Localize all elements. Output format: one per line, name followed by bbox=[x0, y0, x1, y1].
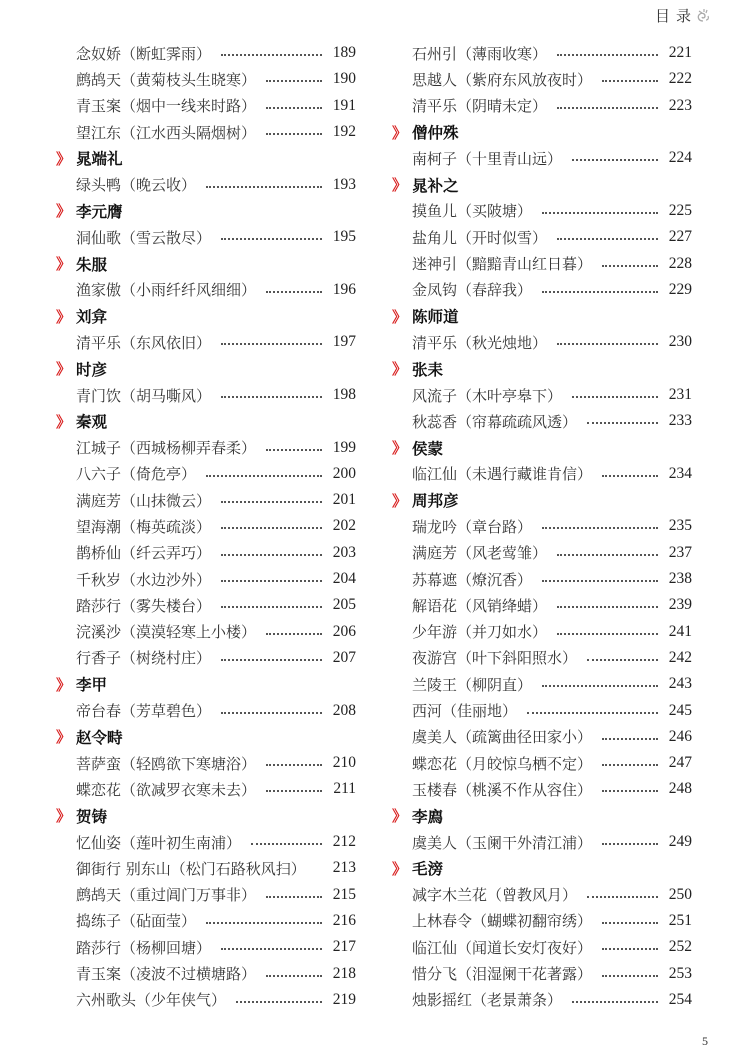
toc-entry[interactable] bbox=[392, 66, 692, 92]
entry-title[interactable]: 千秋岁（水边沙外） bbox=[76, 570, 212, 589]
entry-title[interactable]: 踏莎行（雾失楼台） bbox=[76, 596, 212, 615]
dot-leader bbox=[266, 633, 322, 635]
toc-entry[interactable] bbox=[392, 513, 692, 539]
toc-entry[interactable] bbox=[56, 908, 356, 934]
entry-title[interactable]: 清平乐（秋光烛地） bbox=[412, 333, 548, 352]
entry-page-number[interactable]: 195 bbox=[332, 228, 356, 246]
section-marker-icon: 》 bbox=[392, 360, 408, 379]
toc-entry[interactable] bbox=[392, 697, 692, 723]
entry-page-number[interactable]: 247 bbox=[668, 754, 692, 772]
section-marker-icon: 》 bbox=[56, 307, 72, 326]
author-name: 周邦彦 bbox=[412, 492, 459, 511]
dot-leader bbox=[221, 606, 322, 608]
dot-leader bbox=[602, 764, 658, 766]
entry-page-number[interactable]: 221 bbox=[668, 44, 692, 62]
toc-entry[interactable] bbox=[392, 645, 692, 671]
section-marker-icon: 》 bbox=[392, 491, 408, 510]
entry-title[interactable]: 满庭芳（风老莺雏） bbox=[412, 544, 548, 563]
entry-page-number[interactable]: 207 bbox=[332, 648, 356, 666]
entry-title[interactable]: 南柯子（十里青山远） bbox=[412, 149, 563, 168]
entry-title[interactable]: 解语花（风销绛蜡） bbox=[412, 596, 548, 615]
entry-page-number[interactable]: 253 bbox=[668, 964, 692, 982]
entry-title[interactable]: 临江仙（闻道长安灯夜好） bbox=[412, 938, 593, 957]
toc-entry[interactable] bbox=[392, 882, 692, 908]
dot-leader bbox=[542, 291, 658, 293]
toc-section-author bbox=[56, 303, 356, 329]
dot-leader bbox=[266, 896, 322, 898]
section-marker-icon: 》 bbox=[56, 728, 72, 747]
entry-title[interactable]: 菩萨蛮（轻鸥欲下寒塘浴） bbox=[76, 754, 257, 773]
entry-page-number[interactable]: 219 bbox=[332, 990, 356, 1008]
section-marker-icon: 》 bbox=[392, 807, 408, 826]
entry-page-number[interactable]: 245 bbox=[668, 701, 692, 719]
author-name: 李甲 bbox=[76, 676, 108, 695]
entry-page-number[interactable]: 231 bbox=[668, 386, 692, 403]
dot-leader bbox=[557, 633, 658, 635]
entry-title[interactable]: 虞美人（玉阑干外清江浦） bbox=[412, 833, 593, 852]
entry-page-number[interactable]: 241 bbox=[668, 622, 692, 640]
dot-leader bbox=[221, 501, 322, 503]
dot-leader bbox=[557, 606, 658, 608]
entry-page-number[interactable]: 208 bbox=[332, 701, 356, 719]
author-name: 秦观 bbox=[76, 413, 108, 432]
entry-title[interactable]: 减字木兰花（曾教风月） bbox=[412, 886, 578, 905]
dot-leader bbox=[557, 554, 658, 556]
author-name: 赵令畤 bbox=[76, 728, 123, 747]
entry-page-number[interactable]: 191 bbox=[332, 96, 356, 114]
toc-entry[interactable] bbox=[392, 408, 692, 434]
author-name: 贺铸 bbox=[76, 807, 108, 826]
entry-page-number[interactable]: 243 bbox=[668, 675, 692, 693]
toc-section-author bbox=[56, 145, 356, 171]
entry-page-number[interactable]: 238 bbox=[668, 570, 692, 588]
toc-heading: 目录 bbox=[655, 6, 698, 25]
toc-entry[interactable] bbox=[56, 224, 356, 250]
dot-leader bbox=[572, 1001, 658, 1003]
toc-entry[interactable] bbox=[392, 619, 692, 645]
entry-title[interactable]: 念奴娇（断虹霁雨） bbox=[76, 44, 212, 63]
toc-entry[interactable] bbox=[392, 934, 692, 960]
dot-leader bbox=[266, 790, 322, 792]
toc-entry[interactable] bbox=[56, 776, 356, 802]
toc-entry[interactable] bbox=[56, 829, 356, 855]
entry-title[interactable]: 惜分飞（泪湿阑干花著露） bbox=[412, 965, 593, 984]
entry-title[interactable]: 临江仙（未遇行藏谁肯信） bbox=[412, 465, 593, 484]
entry-page-number[interactable]: 206 bbox=[332, 622, 356, 640]
dot-leader bbox=[266, 764, 322, 766]
toc-entry[interactable] bbox=[56, 645, 356, 671]
dot-leader bbox=[602, 948, 658, 950]
dot-leader bbox=[587, 659, 658, 661]
toc-section-author bbox=[56, 724, 356, 750]
entry-title[interactable]: 风流子（木叶亭皋下） bbox=[412, 386, 563, 405]
entry-page-number[interactable]: 215 bbox=[332, 885, 356, 903]
toc-entry[interactable] bbox=[56, 171, 356, 197]
author-name: 毛滂 bbox=[412, 860, 444, 879]
entry-page-number[interactable]: 248 bbox=[668, 780, 692, 798]
toc-entry[interactable] bbox=[56, 934, 356, 960]
entry-title[interactable]: 望江东（江水西头隔烟树） bbox=[76, 123, 257, 142]
entry-page-number[interactable]: 249 bbox=[668, 833, 692, 851]
dot-leader bbox=[602, 265, 658, 267]
toc-entry[interactable] bbox=[392, 566, 692, 592]
section-marker-icon: 》 bbox=[56, 412, 72, 431]
toc-entry[interactable] bbox=[392, 329, 692, 355]
toc-section-author bbox=[56, 408, 356, 434]
dot-leader bbox=[206, 475, 322, 477]
entry-page-number[interactable]: 211 bbox=[333, 780, 356, 798]
toc-left-column bbox=[56, 40, 356, 1013]
dot-leader bbox=[542, 685, 658, 687]
entry-title[interactable]: 苏幕遮（燎沉香） bbox=[412, 570, 533, 589]
entry-page-number[interactable]: 193 bbox=[332, 175, 356, 193]
entry-title[interactable]: 秋蕊香（帘幕疏疏风透） bbox=[412, 412, 578, 431]
entry-page-number[interactable]: 235 bbox=[668, 517, 692, 535]
toc-entry[interactable] bbox=[56, 566, 356, 592]
entry-page-number[interactable]: 217 bbox=[332, 938, 356, 956]
dot-leader bbox=[266, 449, 322, 451]
entry-title[interactable]: 少年游（并刀如水） bbox=[412, 623, 548, 642]
entry-page-number[interactable]: 223 bbox=[668, 96, 692, 114]
author-name: 时彦 bbox=[76, 360, 108, 379]
toc-entry[interactable] bbox=[56, 119, 356, 145]
toc-entry[interactable] bbox=[392, 671, 692, 697]
toc-entry[interactable] bbox=[56, 40, 356, 66]
entry-page-number[interactable]: 228 bbox=[668, 254, 692, 272]
page-header bbox=[655, 4, 711, 26]
toc-entry[interactable] bbox=[392, 277, 692, 303]
entry-title[interactable]: 虞美人（疏篱曲径田家小） bbox=[412, 728, 593, 747]
dot-leader bbox=[221, 554, 322, 556]
entry-title[interactable]: 蝶恋花（欲减罗衣寒未去） bbox=[76, 780, 257, 799]
dot-leader bbox=[206, 186, 322, 188]
toc-entry[interactable] bbox=[392, 750, 692, 776]
toc-section-author bbox=[392, 434, 692, 460]
entry-page-number[interactable]: 210 bbox=[332, 754, 356, 772]
entry-page-number[interactable]: 190 bbox=[332, 70, 356, 88]
entry-page-number[interactable]: 237 bbox=[668, 543, 692, 561]
dot-leader bbox=[266, 107, 322, 109]
entry-page-number[interactable]: 204 bbox=[332, 570, 356, 588]
dot-leader bbox=[587, 422, 658, 424]
entry-title[interactable]: 青玉案（凌波不过横塘路） bbox=[76, 965, 257, 984]
dot-leader bbox=[221, 580, 322, 582]
entry-page-number[interactable]: 224 bbox=[668, 149, 692, 167]
entry-page-number[interactable]: 246 bbox=[668, 727, 692, 745]
entry-page-number[interactable]: 230 bbox=[668, 333, 692, 351]
entry-page-number[interactable]: 254 bbox=[668, 990, 692, 1008]
dot-leader bbox=[542, 580, 658, 582]
entry-title[interactable]: 渔家傲（小雨纤纤风细细） bbox=[76, 281, 257, 300]
author-name: 侯蒙 bbox=[412, 439, 444, 458]
section-marker-icon: 》 bbox=[56, 360, 72, 379]
toc-entry[interactable] bbox=[392, 224, 692, 250]
entry-page-number[interactable]: 198 bbox=[332, 386, 356, 403]
toc-entry[interactable] bbox=[56, 382, 356, 408]
toc-entry[interactable] bbox=[56, 461, 356, 487]
entry-page-number[interactable]: 222 bbox=[668, 70, 692, 88]
author-name: 陈师道 bbox=[412, 308, 459, 327]
toc-entry[interactable] bbox=[392, 461, 692, 487]
author-name: 朱服 bbox=[76, 255, 108, 274]
toc-section-author bbox=[392, 855, 692, 881]
section-marker-icon: 》 bbox=[392, 176, 408, 195]
entry-title[interactable]: 兰陵王（柳阴直） bbox=[412, 675, 533, 694]
dot-leader bbox=[587, 896, 658, 898]
entry-page-number[interactable]: 229 bbox=[668, 280, 692, 298]
dot-leader bbox=[602, 80, 658, 82]
author-name: 李元膺 bbox=[76, 202, 123, 221]
toc-entry[interactable] bbox=[56, 66, 356, 92]
author-name: 晁端礼 bbox=[76, 150, 123, 169]
entry-page-number[interactable]: 196 bbox=[332, 280, 356, 298]
toc-entry[interactable] bbox=[56, 987, 356, 1013]
entry-title[interactable]: 六州歌头（少年侠气） bbox=[76, 991, 227, 1010]
entry-page-number[interactable]: 200 bbox=[332, 464, 356, 482]
entry-title[interactable]: 蝶恋花（月皎惊乌栖不定） bbox=[412, 754, 593, 773]
entry-page-number[interactable]: 250 bbox=[668, 885, 692, 903]
dot-leader bbox=[602, 475, 658, 477]
toc-entry[interactable] bbox=[392, 93, 692, 119]
entry-title[interactable]: 忆仙姿（莲叶初生南浦） bbox=[76, 833, 242, 852]
dot-leader bbox=[221, 396, 322, 398]
dot-leader bbox=[236, 1001, 322, 1003]
toc-section-author bbox=[56, 356, 356, 382]
dot-leader bbox=[602, 790, 658, 792]
entry-title[interactable]: 青玉案（烟中一线来时路） bbox=[76, 97, 257, 116]
entry-title[interactable]: 玉楼春（桃溪不作从容住） bbox=[412, 780, 593, 799]
toc-section-author bbox=[392, 356, 692, 382]
section-marker-icon: 》 bbox=[56, 807, 72, 826]
toc-entry[interactable] bbox=[56, 619, 356, 645]
author-name: 僧仲殊 bbox=[412, 124, 459, 143]
entry-title[interactable]: 帝台春（芳草碧色） bbox=[76, 702, 212, 721]
dot-leader bbox=[221, 527, 322, 529]
entry-page-number[interactable]: 227 bbox=[668, 228, 692, 246]
entry-title[interactable]: 金凤钩（春辞我） bbox=[412, 281, 533, 300]
dot-leader bbox=[221, 343, 322, 345]
toc-entry[interactable] bbox=[56, 93, 356, 119]
entry-page-number[interactable]: 242 bbox=[668, 648, 692, 666]
page-number: 5 bbox=[702, 1034, 708, 1048]
toc-section-author bbox=[56, 803, 356, 829]
entry-title[interactable]: 望海潮（梅英疏淡） bbox=[76, 517, 212, 536]
toc-entry[interactable] bbox=[56, 434, 356, 460]
toc-section-author bbox=[392, 171, 692, 197]
section-marker-icon: 》 bbox=[392, 859, 408, 878]
toc-entry[interactable] bbox=[392, 987, 692, 1013]
author-name: 刘弇 bbox=[76, 308, 108, 327]
dot-leader bbox=[266, 975, 322, 977]
entry-page-number[interactable]: 252 bbox=[668, 938, 692, 956]
entry-page-number[interactable]: 199 bbox=[332, 438, 356, 456]
toc-right-column bbox=[392, 40, 692, 1013]
entry-title[interactable]: 鹧鸪天（黄菊枝头生晓寒） bbox=[76, 70, 257, 89]
toc-entry[interactable] bbox=[56, 540, 356, 566]
dot-leader bbox=[557, 54, 658, 56]
toc-entry[interactable] bbox=[56, 882, 356, 908]
entry-title[interactable]: 踏莎行（杨柳回塘） bbox=[76, 938, 212, 957]
toc-entry[interactable] bbox=[392, 250, 692, 276]
entry-page-number[interactable]: 192 bbox=[332, 123, 356, 141]
dot-leader bbox=[557, 343, 658, 345]
entry-title[interactable]: 迷神引（黯黯青山红日暮） bbox=[412, 255, 593, 274]
entry-page-number[interactable]: 203 bbox=[332, 543, 356, 561]
toc-entry[interactable] bbox=[392, 776, 692, 802]
toc-section-author bbox=[56, 250, 356, 276]
section-marker-icon: 》 bbox=[392, 307, 408, 326]
toc-entry[interactable] bbox=[56, 855, 356, 881]
toc-entry[interactable] bbox=[392, 145, 692, 171]
toc-entry[interactable] bbox=[56, 960, 356, 986]
entry-title[interactable]: 青门饮（胡马嘶风） bbox=[76, 386, 212, 405]
section-marker-icon: 》 bbox=[392, 439, 408, 458]
dot-leader bbox=[542, 212, 658, 214]
dot-leader bbox=[266, 80, 322, 82]
toc-section-author bbox=[56, 198, 356, 224]
entry-title[interactable]: 思越人（紫府东风放夜时） bbox=[412, 70, 593, 89]
dot-leader bbox=[221, 659, 322, 661]
toc-entry[interactable] bbox=[56, 277, 356, 303]
dot-leader bbox=[542, 527, 658, 529]
entry-page-number[interactable]: 225 bbox=[668, 201, 692, 219]
author-name: 李廌 bbox=[412, 807, 444, 826]
entry-title[interactable]: 瑞龙吟（章台路） bbox=[412, 517, 533, 536]
dot-leader bbox=[221, 712, 322, 714]
entry-title[interactable]: 上林春令（蝴蝶初翻帘绣） bbox=[412, 912, 593, 931]
dot-leader bbox=[557, 107, 658, 109]
toc-section-author bbox=[392, 487, 692, 513]
entry-title[interactable]: 石州引（薄雨收寒） bbox=[412, 44, 548, 63]
toc-entry[interactable] bbox=[392, 908, 692, 934]
entry-page-number[interactable]: 213 bbox=[332, 859, 356, 877]
dot-leader bbox=[602, 843, 658, 845]
entry-title[interactable]: 西河（佳丽地） bbox=[412, 702, 518, 721]
entry-page-number[interactable]: 189 bbox=[332, 44, 356, 62]
entry-page-number[interactable]: 234 bbox=[668, 464, 692, 482]
entry-title[interactable]: 绿头鸭（晚云收） bbox=[76, 176, 197, 195]
entry-page-number[interactable]: 218 bbox=[332, 964, 356, 982]
toc-section-author bbox=[392, 303, 692, 329]
dot-leader bbox=[251, 843, 322, 845]
entry-page-number[interactable]: 216 bbox=[332, 911, 356, 929]
dot-leader bbox=[221, 948, 322, 950]
entry-title[interactable]: 八六子（倚危亭） bbox=[76, 465, 197, 484]
toc-entry[interactable] bbox=[392, 198, 692, 224]
section-marker-icon: 》 bbox=[56, 675, 72, 694]
entry-title[interactable]: 御街行 别东山（松门石路秋风扫） bbox=[76, 859, 306, 878]
toc-entry[interactable] bbox=[392, 40, 692, 66]
dot-leader bbox=[572, 396, 658, 398]
toc-entry[interactable] bbox=[56, 487, 356, 513]
entry-page-number[interactable]: 251 bbox=[668, 911, 692, 929]
toc-entry[interactable] bbox=[392, 540, 692, 566]
section-marker-icon: 》 bbox=[56, 202, 72, 221]
toc-entry[interactable] bbox=[392, 829, 692, 855]
toc-entry[interactable] bbox=[56, 750, 356, 776]
entry-page-number[interactable]: 205 bbox=[332, 596, 356, 614]
entry-title[interactable]: 清平乐（阴晴未定） bbox=[412, 97, 548, 116]
dot-leader bbox=[602, 738, 658, 740]
entry-title[interactable]: 烛影摇红（老景萧条） bbox=[412, 991, 563, 1010]
entry-title[interactable]: 捣练子（砧面莹） bbox=[76, 912, 197, 931]
toc-entry[interactable] bbox=[56, 697, 356, 723]
toc-entry[interactable] bbox=[56, 513, 356, 539]
entry-title[interactable]: 鹊桥仙（纤云弄巧） bbox=[76, 544, 212, 563]
section-marker-icon: 》 bbox=[392, 123, 408, 142]
toc-entry[interactable] bbox=[392, 592, 692, 618]
entry-title[interactable]: 江城子（西城杨柳弄春柔） bbox=[76, 439, 257, 458]
dot-leader bbox=[557, 238, 658, 240]
dot-leader bbox=[221, 54, 322, 56]
dot-leader bbox=[602, 975, 658, 977]
entry-title[interactable]: 行香子（树绕村庄） bbox=[76, 649, 212, 668]
toc-entry[interactable] bbox=[392, 724, 692, 750]
entry-page-number[interactable]: 202 bbox=[332, 517, 356, 535]
dot-leader bbox=[572, 159, 658, 161]
dot-leader bbox=[266, 291, 322, 293]
dot-leader bbox=[527, 712, 658, 714]
entry-title[interactable]: 洞仙歌（雪云散尽） bbox=[76, 228, 212, 247]
section-marker-icon: 》 bbox=[56, 255, 72, 274]
entry-title[interactable]: 清平乐（东风依旧） bbox=[76, 333, 212, 352]
toc-entry[interactable] bbox=[392, 960, 692, 986]
entry-page-number[interactable]: 197 bbox=[332, 333, 356, 351]
toc-entry[interactable] bbox=[56, 592, 356, 618]
toc-entry[interactable] bbox=[392, 382, 692, 408]
author-name: 晁补之 bbox=[412, 176, 459, 195]
toc-entry[interactable] bbox=[56, 329, 356, 355]
entry-page-number[interactable]: 212 bbox=[332, 833, 356, 851]
dot-leader bbox=[266, 133, 322, 135]
entry-title[interactable]: 盐角儿（开时似雪） bbox=[412, 228, 548, 247]
toc-section-author bbox=[392, 803, 692, 829]
entry-page-number[interactable]: 239 bbox=[668, 596, 692, 614]
entry-title[interactable]: 摸鱼儿（买陂塘） bbox=[412, 202, 533, 221]
entry-title[interactable]: 满庭芳（山抹微云） bbox=[76, 491, 212, 510]
entry-title[interactable]: 鹧鸪天（重过阊门万事非） bbox=[76, 886, 257, 905]
author-name: 张耒 bbox=[412, 360, 444, 379]
dot-leader bbox=[602, 922, 658, 924]
entry-title[interactable]: 夜游宫（叶下斜阳照水） bbox=[412, 649, 578, 668]
snail-ornament-icon bbox=[695, 7, 711, 23]
dot-leader bbox=[221, 238, 322, 240]
section-marker-icon: 》 bbox=[56, 149, 72, 168]
entry-page-number[interactable]: 233 bbox=[668, 412, 692, 430]
dot-leader bbox=[206, 922, 322, 924]
entry-page-number[interactable]: 201 bbox=[332, 491, 356, 509]
toc-section-author bbox=[392, 119, 692, 145]
toc-section-author bbox=[56, 671, 356, 697]
entry-title[interactable]: 浣溪沙（漠漠轻寒上小楼） bbox=[76, 623, 257, 642]
